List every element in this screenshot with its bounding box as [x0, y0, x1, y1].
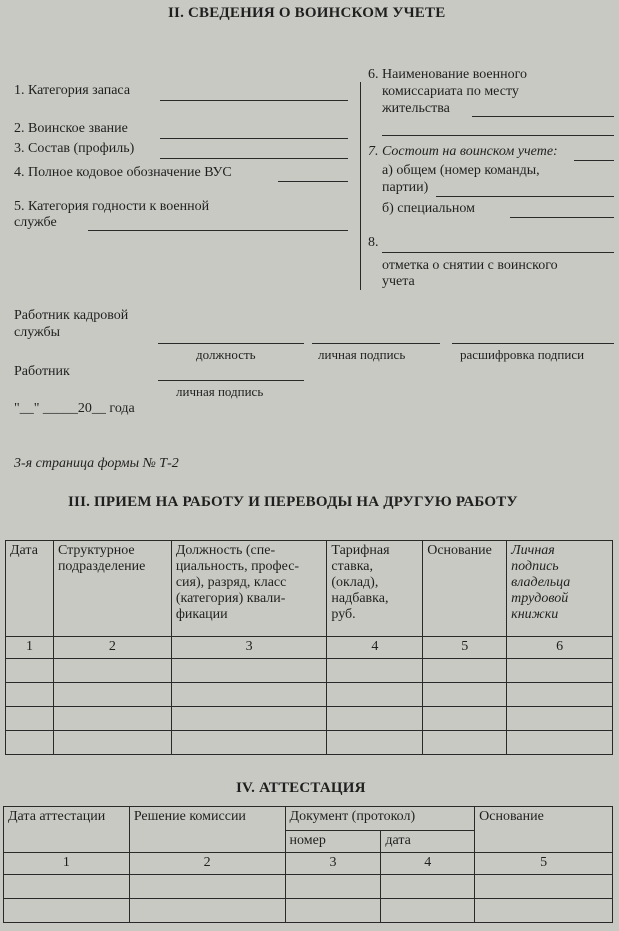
section2-title: II. СВЕДЕНИЯ О ВОИНСКОМ УЧЕТЕ	[168, 5, 446, 21]
col-number: 2	[53, 637, 171, 659]
table-row	[6, 707, 613, 731]
col-number: 5	[475, 853, 613, 875]
table-cell[interactable]	[327, 731, 423, 755]
col-number: 4	[327, 637, 423, 659]
header-document: Документ (протокол)	[285, 807, 475, 831]
field-commissariat-line[interactable]	[472, 116, 614, 117]
table-cell[interactable]	[53, 731, 171, 755]
field-composition-label: 3. Состав (профиль)	[14, 141, 135, 156]
employment-number-row	[6, 637, 613, 659]
field-fitness-category-label-2: службе	[14, 215, 57, 230]
table-cell[interactable]	[507, 707, 613, 731]
field-reserve-category-label: 1. Категория запаса	[14, 83, 131, 98]
table-cell[interactable]	[129, 875, 285, 899]
col-number: 1	[6, 637, 54, 659]
table-row	[4, 899, 613, 923]
table-cell[interactable]	[6, 659, 54, 683]
field-vus-code-line[interactable]	[278, 181, 348, 182]
field-military-rank-line[interactable]	[160, 138, 348, 139]
hr-position-line[interactable]	[158, 343, 304, 344]
hr-signature-caption: личная подпись	[318, 347, 406, 362]
field-special-registration-line[interactable]	[510, 217, 614, 218]
table-cell[interactable]	[475, 875, 613, 899]
header-position: Должность (спе- циальность, профес- сия), разряд, класс (категория) квали- фикации	[171, 541, 327, 637]
table-cell[interactable]	[507, 731, 613, 755]
section2-divider	[360, 82, 361, 290]
table-cell[interactable]	[4, 899, 130, 923]
header-rate: Тарифная ставка, (оклад), надбавка, руб.	[327, 541, 423, 637]
employment-table	[5, 540, 613, 755]
header-date: Дата	[6, 541, 54, 637]
table-cell[interactable]	[423, 731, 507, 755]
attestation-header-row	[4, 807, 613, 831]
table-cell[interactable]	[285, 899, 381, 923]
worker-signature-line[interactable]	[158, 380, 304, 381]
table-cell[interactable]	[327, 707, 423, 731]
header-basis: Основание	[423, 541, 507, 637]
field-military-rank-label: 2. Воинское звание	[14, 121, 128, 136]
col-number: 2	[129, 853, 285, 875]
table-cell[interactable]	[423, 659, 507, 683]
table-cell[interactable]	[6, 707, 54, 731]
table-cell[interactable]	[171, 707, 327, 731]
field-composition-line[interactable]	[160, 158, 348, 159]
attestation-table	[3, 806, 613, 923]
table-cell[interactable]	[171, 731, 327, 755]
table-cell[interactable]	[6, 683, 54, 707]
field-general-registration-label-2: партии)	[382, 180, 429, 195]
field-registration-line[interactable]	[574, 160, 614, 161]
field-commissariat-label-3: жительства	[382, 101, 450, 116]
col-number: 3	[285, 853, 381, 875]
table-cell[interactable]	[53, 659, 171, 683]
date-line[interactable]: "__" _____20__ года	[14, 401, 135, 416]
field-special-registration-label: б) специальном	[382, 201, 475, 216]
table-cell[interactable]	[423, 707, 507, 731]
employment-header-row	[6, 541, 613, 637]
table-row	[6, 659, 613, 683]
header-department: Структурное подразделение	[53, 541, 171, 637]
header-commission-decision: Решение комиссии	[129, 807, 285, 853]
field-reserve-category-line[interactable]	[160, 100, 348, 101]
table-cell[interactable]	[423, 683, 507, 707]
hr-position-caption: должность	[196, 347, 256, 362]
section4-title: IV. АТТЕСТАЦИЯ	[236, 780, 366, 796]
hr-worker-label-2: службы	[14, 325, 61, 340]
col-number: 4	[381, 853, 475, 875]
table-row	[6, 683, 613, 707]
table-cell[interactable]	[327, 659, 423, 683]
header-document-number: номер	[285, 831, 381, 853]
field-vus-code-label: 4. Полное кодовое обозначение ВУС	[14, 165, 232, 180]
table-cell[interactable]	[171, 659, 327, 683]
field-fitness-category-label: 5. Категория годности к военной	[14, 199, 210, 214]
worker-label: Работник	[14, 364, 70, 379]
col-number: 5	[423, 637, 507, 659]
table-cell[interactable]	[6, 731, 54, 755]
header-document-date: дата	[381, 831, 475, 853]
table-cell[interactable]	[475, 899, 613, 923]
table-row	[6, 731, 613, 755]
col-number: 6	[507, 637, 613, 659]
attestation-number-row	[4, 853, 613, 875]
table-cell[interactable]	[381, 875, 475, 899]
table-cell[interactable]	[507, 659, 613, 683]
table-cell[interactable]	[4, 875, 130, 899]
hr-decoding-line[interactable]	[452, 343, 614, 344]
table-cell[interactable]	[53, 707, 171, 731]
field-fitness-category-line[interactable]	[88, 230, 348, 231]
worker-signature-caption: личная подпись	[176, 384, 264, 399]
field-deregistration-number: 8.	[368, 235, 379, 250]
field-commissariat-label: 6. Наименование военного	[368, 67, 527, 82]
table-row	[4, 875, 613, 899]
table-cell[interactable]	[327, 683, 423, 707]
header-attestation-date: Дата аттестации	[4, 807, 130, 853]
field-commissariat-line-2[interactable]	[382, 135, 614, 136]
field-deregistration-label: отметка о снятии с воинского	[382, 258, 558, 273]
table-cell[interactable]	[129, 899, 285, 923]
header-owner-signature: Личная подпись владельца трудовой книжки	[507, 541, 613, 637]
table-cell[interactable]	[53, 683, 171, 707]
page-note: 3-я страница формы № Т-2	[14, 456, 179, 471]
col-number: 1	[4, 853, 130, 875]
field-registration-label: 7. Состоит на воинском учете:	[368, 144, 558, 159]
field-general-registration-line[interactable]	[436, 196, 614, 197]
hr-signature-line[interactable]	[312, 343, 440, 344]
table-cell[interactable]	[171, 683, 327, 707]
header-attestation-basis: Основание	[475, 807, 613, 853]
section3-title: III. ПРИЕМ НА РАБОТУ И ПЕРЕВОДЫ НА ДРУГУЮ РАБОТУ	[68, 494, 518, 510]
hr-decoding-caption: расшифровка подписи	[460, 347, 585, 362]
table-cell[interactable]	[507, 683, 613, 707]
field-deregistration-line[interactable]	[382, 252, 614, 253]
field-deregistration-label-2: учета	[382, 274, 415, 289]
col-number: 3	[171, 637, 327, 659]
field-general-registration-label: а) общем (номер команды,	[382, 163, 540, 178]
field-commissariat-label-2: комиссариата по месту	[382, 84, 519, 99]
table-cell[interactable]	[285, 875, 381, 899]
table-cell[interactable]	[381, 899, 475, 923]
hr-worker-label: Работник кадровой	[14, 308, 129, 323]
